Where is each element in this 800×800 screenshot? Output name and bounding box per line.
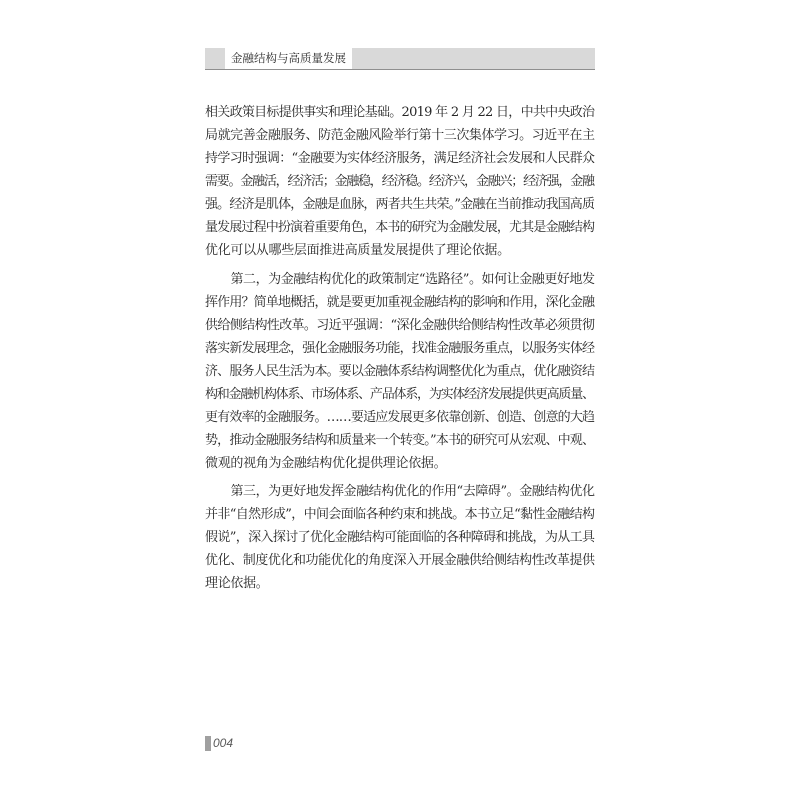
text-line: 落实新发展理念，强化金融服务功能，找准金融服务重点，以服务实体经 xyxy=(205,340,595,356)
text-line: 假说”，深入探讨了优化金融结构可能面临的各种障碍和挑战，为从工具 xyxy=(205,530,595,545)
text-line: 势，推动金融服务结构和质量来一个转变。”本书的研究可从宏观、中观、 xyxy=(205,432,595,448)
text-line: 优化、制度优化和功能优化的角度深入开展金融供给侧结构性改革提供 xyxy=(205,553,595,568)
page-number-bar xyxy=(205,736,211,751)
header-right-bar xyxy=(352,48,595,69)
header-left-block xyxy=(205,48,225,69)
text-line: 需要。金融活，经济活；金融稳，经济稳。经济兴，金融兴；经济强，金融 xyxy=(205,174,594,189)
running-title: 金融结构与高质量发展 xyxy=(231,51,346,65)
text-line: 挥作用？简单地概括，就是要更加重视金融结构的影响和作用，深化金融 xyxy=(205,294,595,310)
text-line: 并非“自然形成”，中间会面临各种约束和挑战。本书立足“黏性金融结构 xyxy=(205,507,595,522)
text-line: 微观的视角为金融结构优化提供理论依据。 xyxy=(205,455,447,471)
text-line: 相关政策目标提供事实和理论基础。2019 年 2 月 22 日，中共中央政治 xyxy=(205,105,595,120)
body-text xyxy=(205,101,595,595)
text-line: 局就完善金融服务、防范金融风险举行第十三次集体学习。习近平在主 xyxy=(205,128,595,143)
text-line: 供给侧结构性改革。习近平强调：“深化金融供给侧结构性改革必须贯彻 xyxy=(205,317,595,333)
text-line: 第二，为金融结构优化的政策制定“选路径”。如何让金融更好地发 xyxy=(230,271,595,287)
paragraph-1 xyxy=(205,101,595,262)
text-line: 更有效率的金融服务。……要适应发展更多依靠创新、创造、创意的大趋 xyxy=(205,409,595,425)
paragraph-2 xyxy=(205,268,595,475)
text-line: 持学习时强调：“金融要为实体经济服务，满足经济社会发展和人民群众 xyxy=(205,151,595,166)
page-number: 004 xyxy=(213,736,234,750)
running-header xyxy=(205,48,595,70)
text-line: 强。经济是肌体，金融是血脉，两者共生共荣。”金融在当前推动我国高质 xyxy=(205,197,595,212)
text-line: 济、服务人民生活为本。要以金融体系结构调整优化为重点，优化融资结 xyxy=(205,363,595,379)
text-line: 理论依据。 xyxy=(205,576,269,591)
text-line: 构和金融机构体系、市场体系、产品体系，为实体经济发展提供更高质量、 xyxy=(205,386,594,402)
text-line: 量发展过程中扮演着重要角色，本书的研究为金融发展，尤其是金融结构 xyxy=(205,220,595,235)
text-line: 优化可以从哪些层面推进高质量发展提供了理论依据。 xyxy=(205,243,510,258)
text-line: 第三，为更好地发挥金融结构优化的作用“去障碍”。金融结构优化 xyxy=(230,484,595,499)
paragraph-3 xyxy=(205,480,595,595)
